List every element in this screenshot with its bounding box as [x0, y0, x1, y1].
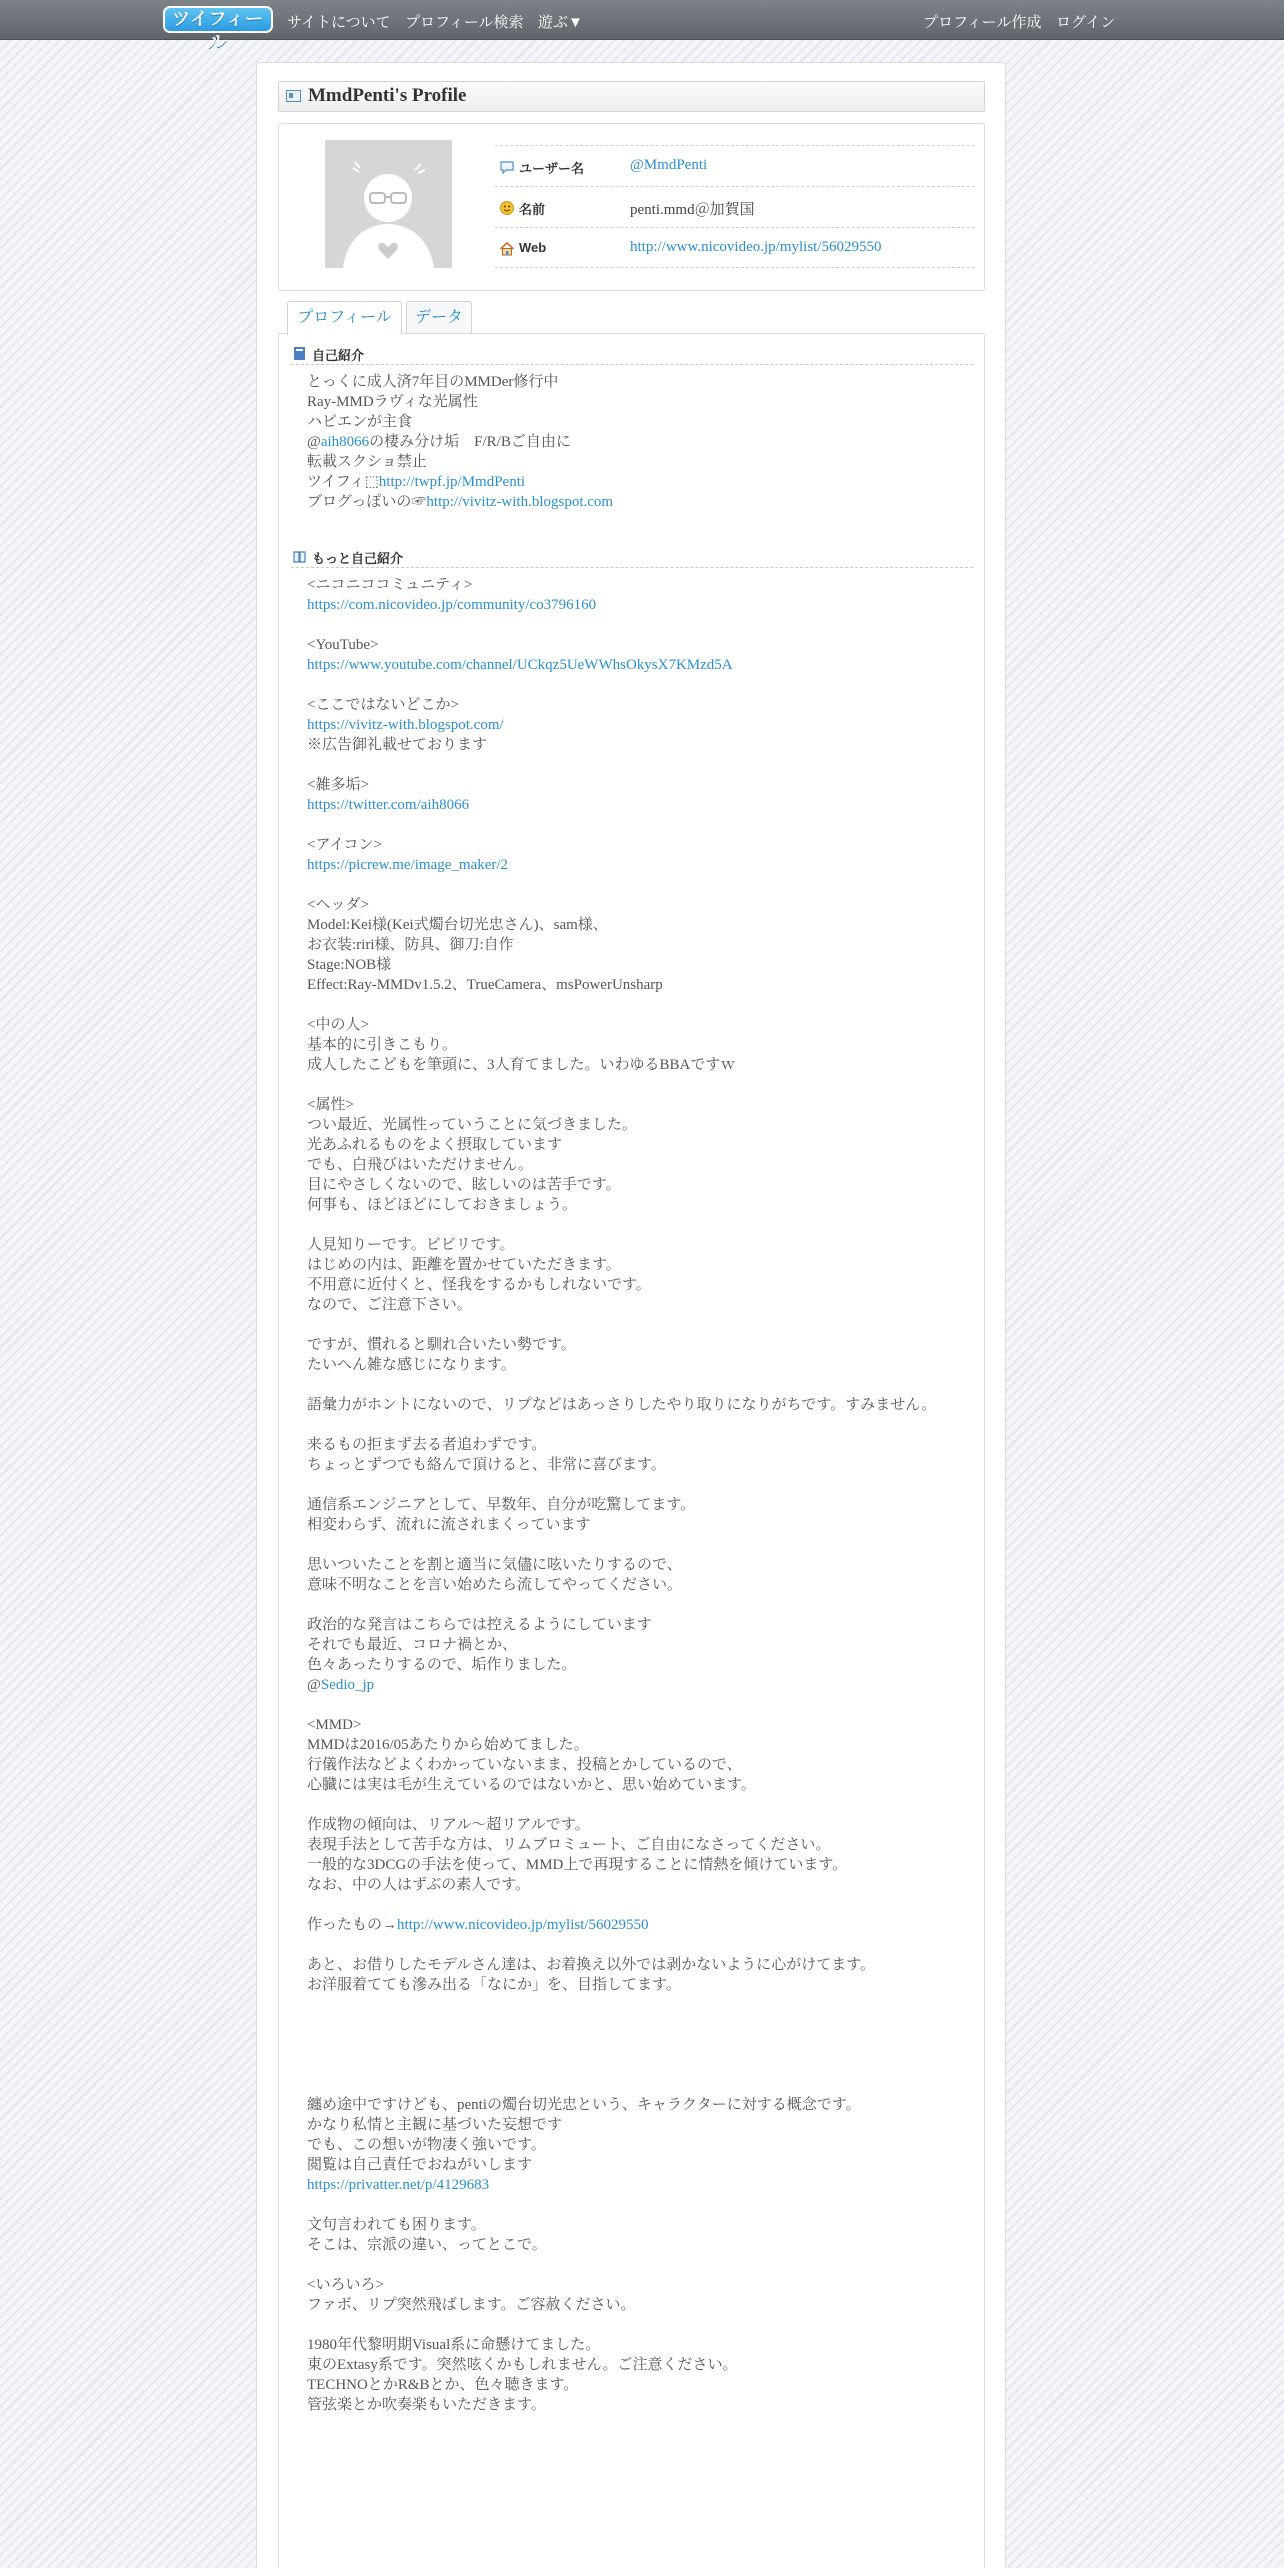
text-line [307, 2115, 967, 2135]
text-segment: 来るもの拒まず去る者追わずです。 [307, 1437, 547, 1453]
intro-text [307, 372, 967, 512]
text-segment: ですが、慣れると馴れ合いたい勢です。 [307, 1337, 576, 1353]
text-line [307, 2355, 967, 2375]
text-line [307, 1955, 967, 1975]
text-link[interactable]: https://vivitz-with.blogspot.com/ [307, 717, 504, 733]
text-line [307, 975, 967, 995]
text-line [307, 2315, 967, 2335]
text-line [307, 1835, 967, 1855]
text-segment: 相変わらず、流れに流されまくっています [307, 1517, 591, 1533]
text-line [307, 1075, 967, 1095]
text-line [307, 1535, 967, 1555]
text-line [307, 1595, 967, 1615]
text-line [307, 595, 967, 615]
text-segment: ブログっぽいの☞ [307, 494, 427, 510]
text-segment: <属性> [307, 1097, 354, 1113]
text-line [307, 1155, 967, 1175]
more-intro-text [307, 575, 967, 2415]
text-segment: ハピエンが主食 [307, 414, 413, 430]
text-link[interactable]: https://com.nicovideo.jp/community/co3796160 [307, 597, 597, 613]
text-link[interactable]: http://www.nicovideo.jp/mylist/56029550 [397, 1917, 649, 1933]
text-segment: ファボ、リプ突然飛ばします。ご容赦ください。 [307, 2297, 636, 2313]
text-segment: @ [307, 1677, 321, 1693]
text-line [307, 755, 967, 775]
speech-bubble-icon [499, 159, 515, 175]
text-segment: <ニコニココミュニティ> [307, 577, 473, 593]
text-line [307, 1115, 967, 1135]
text-segment: <ここではないどこか> [307, 697, 459, 713]
text-segment: 文句言われても困ります。 [307, 2217, 486, 2233]
text-line [307, 2155, 967, 2175]
tab-profile[interactable]: プロフィール [287, 301, 402, 335]
text-line [307, 2255, 967, 2275]
text-line [307, 1895, 967, 1915]
text-segment: Stage:NOB様 [307, 957, 392, 973]
text-line [307, 1875, 967, 1895]
text-line [307, 2215, 967, 2235]
text-line [307, 1575, 967, 1595]
text-line [307, 2035, 967, 2055]
text-link[interactable]: Sedio_jp [320, 1677, 375, 1693]
text-segment: とっくに成人済7年目のMMDer修行中 [307, 374, 559, 390]
text-segment: <ヘッダ> [307, 897, 369, 913]
text-segment: 東のExtasy系です。突然呟くかもしれません。ご注意ください。 [307, 2357, 738, 2373]
text-line [307, 1275, 967, 1295]
text-segment: Effect:Ray-MMDv1.5.2、TrueCamera、msPowerUnsharp [307, 977, 663, 993]
text-line [307, 492, 967, 512]
profile-card-icon [286, 90, 301, 102]
text-segment: 一般的な3DCGの手法を使って、MMD上で再現することに情熱を傾けています。 [307, 1857, 848, 1873]
text-line [307, 2135, 967, 2155]
text-segment: 纏め途中ですけども、pentiの燭台切光忠という、キャラクターに対する概念です。 [307, 2097, 861, 2113]
text-line [307, 1615, 967, 1635]
text-line [307, 835, 967, 855]
text-line [307, 895, 967, 915]
text-segment: 目にやさしくないので、眩しいのは苦手です。 [307, 1177, 621, 1193]
text-segment: Ray-MMDラヴィな光属性 [307, 394, 478, 410]
text-link[interactable]: https://picrew.me/image_maker/2 [307, 857, 509, 873]
text-line [307, 735, 967, 755]
text-segment: 行儀作法などよくわかっていないまま、投稿とかしているので、 [307, 1757, 742, 1773]
text-segment: ※広告御礼載せております [307, 737, 488, 753]
nav-about-link[interactable]: サイトについて [287, 14, 391, 31]
text-line [307, 795, 967, 815]
more-intro-section-title: もっと自己紹介 [312, 551, 404, 566]
text-line [307, 1295, 967, 1315]
text-line [307, 995, 967, 1015]
text-line [307, 2015, 967, 2035]
notebook-icon [293, 346, 306, 361]
text-line [307, 1815, 967, 1835]
text-segment: 政治的な発言はこちらでは控えるようにしています [307, 1617, 652, 1633]
username-row [495, 145, 975, 186]
text-line [307, 675, 967, 695]
text-line [307, 1375, 967, 1395]
text-segment: 閲覧は自己責任でおねがいします [307, 2157, 533, 2173]
text-line [307, 1055, 967, 1075]
text-line [307, 1435, 967, 1455]
name-label: 名前 [519, 202, 546, 217]
text-segment: 基本的に引きこもり。 [307, 1037, 458, 1053]
text-segment: 通信系エンジニアとして、早数年、自分が吃驚してます。 [307, 1497, 696, 1513]
text-line [307, 1755, 967, 1775]
text-line [307, 1675, 967, 1695]
text-line [307, 1475, 967, 1495]
text-segment: 何事も、ほどほどにしておきましょう。 [307, 1197, 578, 1213]
text-segment: なお、中の人はずぶの素人です。 [307, 1877, 531, 1893]
text-segment: <中の人> [307, 1017, 369, 1033]
text-segment: お洋服着てても滲み出る「なにか」を、目指してます。 [307, 1977, 681, 1993]
text-line [307, 1555, 967, 1575]
text-segment: そこは、宗派の違い、ってとこで。 [307, 2237, 547, 2253]
intro-section-title: 自己紹介 [312, 348, 365, 363]
text-line [307, 815, 967, 835]
text-segment: 1980年代黎明期Visual系に命懸けてました。 [307, 2337, 601, 2353]
text-segment: 作成物の傾向は、リアル～超リアルです。 [307, 1817, 590, 1833]
text-line [307, 935, 967, 955]
profile-panel [256, 62, 1006, 2568]
text-line [307, 1135, 967, 1155]
text-segment: ツイフィ⬚ [307, 474, 379, 490]
text-segment: 管弦楽とか吹奏楽もいただきます。 [307, 2397, 546, 2413]
text-line [307, 695, 967, 715]
text-segment: お衣装:riri様、防具、御刀:自作 [307, 937, 514, 953]
nav-play-menu[interactable]: 遊ぶ▼ [538, 14, 583, 31]
web-row [495, 227, 975, 268]
text-segment: <アイコン> [307, 837, 382, 853]
text-line [307, 1095, 967, 1115]
web-link[interactable]: http://www.nicovideo.jp/mylist/56029550 [630, 239, 882, 255]
nav-login-link[interactable]: ログイン [1056, 14, 1116, 31]
text-segment: 意味不明なことを言い始めたら流してやってください。 [307, 1577, 683, 1593]
text-line [307, 615, 967, 635]
text-line [307, 2395, 967, 2415]
text-line [307, 1735, 967, 1755]
text-line [307, 1335, 967, 1355]
text-line [307, 1695, 967, 1715]
username-link[interactable]: @MmdPenti [630, 157, 708, 173]
nav-profile-search-link[interactable]: プロフィール検索 [405, 14, 524, 31]
text-segment: 人見知りーです。ビビリです。 [307, 1237, 515, 1253]
text-line [307, 655, 967, 675]
text-line [307, 2055, 967, 2075]
profile-title-bar [278, 81, 985, 112]
text-line [307, 955, 967, 975]
text-line [307, 2075, 967, 2095]
text-line [307, 392, 967, 412]
text-line [307, 1975, 967, 1995]
text-line [307, 2335, 967, 2355]
text-line [307, 1495, 967, 1515]
text-segment: ちょっとずつでも絡んで頂けると、非常に喜びます。 [307, 1457, 666, 1473]
text-segment: かなり私情と主観に基づいた妄想です [307, 2117, 563, 2133]
text-link[interactable]: https://twitter.com/aih8066 [307, 797, 470, 813]
text-segment: でも、この想いが物凄く強いです。 [307, 2137, 546, 2153]
text-segment: 色々あったりするので、垢作りました。 [307, 1657, 577, 1673]
text-segment: 不用意に近付くと、怪我をするかもしれないです。 [307, 1277, 651, 1293]
text-link[interactable]: aih8066 [320, 434, 370, 450]
text-line [307, 432, 967, 452]
text-line [307, 715, 967, 735]
text-line [307, 1715, 967, 1735]
profile-info-list [495, 145, 975, 268]
text-line [307, 1315, 967, 1335]
text-line [307, 1795, 967, 1815]
text-line [307, 1395, 967, 1415]
text-line [307, 635, 967, 655]
text-line [307, 372, 967, 392]
text-segment: <MMD> [307, 1717, 362, 1733]
text-line [307, 1935, 967, 1955]
text-line [307, 2195, 967, 2215]
web-label: Web [519, 240, 547, 255]
text-line [307, 2095, 967, 2115]
text-line [307, 1175, 967, 1195]
text-segment: 転載スクショ禁止 [307, 454, 427, 470]
text-line [307, 452, 967, 472]
text-line [307, 775, 967, 795]
text-line [307, 1455, 967, 1475]
text-line [307, 915, 967, 935]
text-line [307, 1035, 967, 1055]
text-link[interactable]: http://vivitz-with.blogspot.com [426, 494, 614, 510]
text-link[interactable]: https://www.youtube.com/channel/UCkqz5UeWWhsOkysX7KMzd5A [307, 657, 733, 673]
text-line [307, 875, 967, 895]
open-book-icon [293, 549, 306, 564]
text-segment: 作ったもの→ [307, 1917, 398, 1933]
text-segment: <YouTube> [307, 637, 379, 653]
text-segment: の棲み分け垢 F/R/Bご自由に [369, 434, 571, 450]
text-line [307, 1915, 967, 1935]
text-segment: あと、お借りしたモデルさん達は、お着換え以外では剥かないように心がけてます。 [307, 1957, 876, 1973]
text-segment: 光あふれるものをよく摂取しています [307, 1137, 563, 1153]
top-navigation-bar [0, 0, 1284, 52]
text-link[interactable]: https://privatter.net/p/4129683 [307, 2177, 490, 2193]
text-line [307, 2275, 967, 2295]
name-row [495, 186, 975, 227]
text-segment: 語彙力がホントにないので、リプなどはあっさりしたやり取りになりがちです。すみません。 [307, 1397, 937, 1413]
text-segment: 心臓には実は毛が生えているのではないかと、思い始めています。 [307, 1777, 756, 1793]
text-segment: <雑多垢> [307, 777, 369, 793]
name-value: penti.mmd＠加賀国 [630, 202, 755, 218]
text-segment: なので、ご注意下さい。 [307, 1297, 472, 1313]
tab-data[interactable]: データ [406, 301, 472, 334]
text-line [307, 1855, 967, 1875]
text-line [307, 472, 967, 492]
text-segment: つい最近、光属性っていうことに気づきました。 [307, 1117, 638, 1133]
text-segment: 思いついたことを割と適当に気儘に呟いたりするので、 [307, 1557, 682, 1573]
text-line [307, 855, 967, 875]
text-line [307, 2175, 967, 2195]
username-label: ユーザー名 [519, 161, 585, 176]
text-line [307, 2295, 967, 2315]
text-line [307, 1635, 967, 1655]
text-segment: Model:Kei様(Kei式燭台切光忠さん)、sam様、 [307, 917, 608, 933]
text-line [307, 1655, 967, 1675]
page-title: MmdPenti's Profile [308, 85, 467, 106]
profile-info-box [278, 123, 985, 291]
text-segment: <いろいろ> [307, 2277, 384, 2293]
text-line [307, 1995, 967, 2015]
site-logo[interactable]: ツイフィール [163, 6, 273, 33]
text-segment: はじめの内は、距離を置かせていただきます。 [307, 1257, 621, 1273]
text-segment: でも、白飛びはいただけません。 [307, 1157, 533, 1173]
text-line [307, 1195, 967, 1215]
text-line [307, 1015, 967, 1035]
more-intro-section-header [291, 544, 973, 568]
text-line [307, 2375, 967, 2395]
text-line [307, 575, 967, 595]
text-line [307, 1415, 967, 1435]
profile-content-box [278, 333, 985, 2568]
text-link[interactable]: http://twpf.jp/MmdPenti [378, 474, 526, 490]
text-segment: たいへん雑な感じになります。 [307, 1357, 516, 1373]
house-icon [499, 241, 515, 257]
text-line [307, 412, 967, 432]
text-segment: TECHNOとかR&Bとか、色々聴きます。 [307, 2377, 579, 2393]
text-segment: 表現手法として苦手な方は、リムブロミュート、ご自由になさってください。 [307, 1837, 831, 1853]
text-segment: @ [307, 434, 321, 450]
text-line [307, 1215, 967, 1235]
intro-section-header [291, 341, 973, 365]
smiley-face-icon [499, 200, 515, 216]
avatar [325, 140, 452, 268]
text-line [307, 1515, 967, 1535]
nav-create-profile-link[interactable]: プロフィール作成 [923, 14, 1042, 31]
text-line [307, 1255, 967, 1275]
text-segment: MMDは2016/05あたりから始めてました。 [307, 1737, 589, 1753]
text-line [307, 1235, 967, 1255]
text-line [307, 2235, 967, 2255]
text-line [307, 1775, 967, 1795]
text-line [307, 1355, 967, 1375]
text-segment: 成人したこどもを筆頭に、3人育てました。いわゆるBBAですｗ [307, 1057, 736, 1073]
text-segment: それでも最近、コロナ禍とか、 [307, 1637, 518, 1653]
